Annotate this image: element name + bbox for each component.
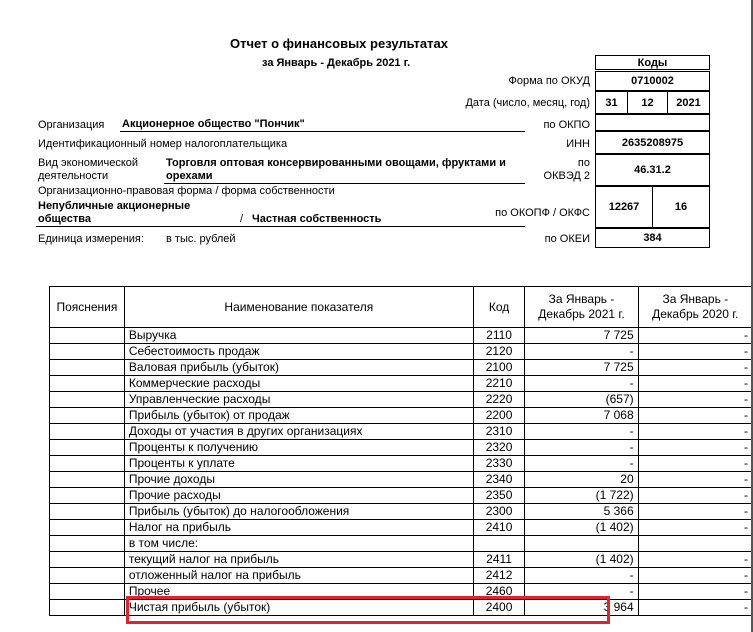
okei-label: по ОКЕИ	[544, 233, 590, 245]
row-name: в том числе:	[124, 536, 473, 552]
date-day: 31	[595, 91, 628, 114]
net-profit-highlight	[126, 596, 610, 624]
inn-value: 2635208975	[595, 131, 710, 154]
row-current	[525, 536, 638, 552]
row-previous	[638, 536, 752, 552]
table-row	[50, 520, 753, 536]
activity-value-2: орехами	[166, 170, 213, 182]
row-code: 2100	[473, 360, 525, 376]
row-previous: -	[638, 328, 752, 344]
table-row	[50, 328, 753, 344]
row-name: отложенный налог на прибыль	[124, 568, 473, 584]
inn-label: ИНН	[566, 138, 590, 150]
row-current: 5 366	[525, 504, 638, 520]
codes-header: Коды	[595, 55, 710, 70]
row-previous: -	[638, 376, 752, 392]
table-row	[50, 408, 753, 424]
ownership: Частная собственность	[252, 213, 382, 225]
row-previous: -	[638, 456, 752, 472]
okved-label-2: ОКВЭД 2	[543, 170, 590, 182]
table-row	[50, 504, 753, 520]
row-current: 20	[525, 472, 638, 488]
table-row	[50, 360, 753, 376]
org-name: Акционерное общество "Пончик"	[122, 118, 305, 130]
row-name: Управленческие расходы	[124, 392, 473, 408]
table-row	[50, 344, 753, 360]
date-month: 12	[627, 91, 668, 114]
row-code: 2400	[473, 600, 525, 616]
table-row	[50, 440, 753, 456]
row-current: (1 402)	[525, 552, 638, 568]
row-code: 2350	[473, 488, 525, 504]
row-current: -	[525, 568, 638, 584]
row-name: Прочие расходы	[124, 488, 473, 504]
date-year: 2021	[667, 91, 710, 114]
row-name: Валовая прибыль (убыток)	[124, 360, 473, 376]
row-previous: -	[638, 504, 752, 520]
row-code	[473, 536, 525, 552]
row-previous: -	[638, 584, 752, 600]
row-current: 3 964	[525, 600, 638, 616]
okpo-value	[595, 114, 710, 131]
activity-underline	[164, 183, 525, 184]
row-code: 2310	[473, 424, 525, 440]
row-code: 2200	[473, 408, 525, 424]
legal-form-underline	[36, 226, 525, 227]
row-code: 2110	[473, 328, 525, 344]
row-code: 2340	[473, 472, 525, 488]
legal-form-1: Непубличные акционерные	[38, 200, 191, 212]
row-code: 2460	[473, 584, 525, 600]
row-current: (657)	[525, 392, 638, 408]
row-name: Прочие доходы	[124, 472, 473, 488]
report-period: за Январь - Декабрь 2021 г.	[262, 57, 411, 69]
col-code-header: Код	[473, 287, 525, 328]
row-current: -	[525, 440, 638, 456]
table-row	[50, 424, 753, 440]
row-name: Прибыль (убыток) от продаж	[124, 408, 473, 424]
table-row	[50, 488, 753, 504]
okud-label: Форма по ОКУД	[508, 75, 590, 87]
row-code: 2300	[473, 504, 525, 520]
row-current: -	[525, 344, 638, 360]
row-previous: -	[638, 472, 752, 488]
row-current: (1 402)	[525, 520, 638, 536]
row-name: Проценты к получению	[124, 440, 473, 456]
table-row	[50, 392, 753, 408]
okved-label-1: по	[577, 157, 590, 169]
row-previous: -	[638, 488, 752, 504]
row-previous: -	[638, 424, 752, 440]
row-previous: -	[638, 520, 752, 536]
table-row	[50, 536, 753, 552]
col-notes-header: Пояснения	[50, 287, 125, 328]
row-code: 2412	[473, 568, 525, 584]
okopf-value: 12267	[595, 186, 653, 228]
okud-value: 0710002	[595, 71, 710, 91]
row-name: текущий налог на прибыль	[124, 552, 473, 568]
activity-value-1: Торговля оптовая консервированными овощами, фруктами и	[166, 157, 506, 169]
row-name: Прибыль (убыток) до налогообложения	[124, 504, 473, 520]
okpo-label: по ОКПО	[543, 119, 590, 131]
row-name: Проценты к уплате	[124, 456, 473, 472]
okopf-label: по ОКОПФ / ОКФС	[495, 207, 590, 219]
date-label: Дата (число, месяц, год)	[465, 97, 590, 109]
okfs-value: 16	[652, 186, 710, 228]
row-current: -	[525, 584, 638, 600]
table-row	[50, 376, 753, 392]
row-name: Себестоимость продаж	[124, 344, 473, 360]
row-name: Чистая прибыль (убыток)	[124, 600, 473, 616]
unit-label: Единица измерения:	[38, 233, 144, 245]
activity-label-2: деятельности	[38, 170, 109, 182]
table-header-row	[50, 287, 753, 328]
okei-value: 384	[595, 228, 710, 248]
legal-form-caption: Организационно-правовая форма / форма собственности	[38, 185, 335, 197]
row-code: 2330	[473, 456, 525, 472]
financial-results-table	[49, 286, 753, 616]
row-current: -	[525, 376, 638, 392]
row-current: 7 068	[525, 408, 638, 424]
row-previous: -	[638, 440, 752, 456]
col-current-header: За Январь - Декабрь 2021 г.	[525, 287, 638, 328]
row-current: 7 725	[525, 360, 638, 376]
row-name: Доходы от участия в других организациях	[124, 424, 473, 440]
row-previous: -	[638, 552, 752, 568]
table-row	[50, 552, 753, 568]
org-underline	[120, 131, 525, 132]
col-name-header: Наименование показателя	[124, 287, 473, 328]
row-code: 2410	[473, 520, 525, 536]
row-code: 2320	[473, 440, 525, 456]
row-previous: -	[638, 600, 752, 616]
row-current: -	[525, 456, 638, 472]
row-previous: -	[638, 568, 752, 584]
legal-form-slash: /	[240, 213, 244, 225]
row-previous: -	[638, 344, 752, 360]
inn-caption: Идентификационный номер налогоплательщика	[38, 138, 288, 150]
row-name: Налог на прибыль	[124, 520, 473, 536]
report-title: Отчет о финансовых результатах	[230, 36, 448, 51]
table-row	[50, 456, 753, 472]
row-current: (1 722)	[525, 488, 638, 504]
okved-value: 46.31.2	[595, 154, 710, 186]
row-code: 2411	[473, 552, 525, 568]
row-current: -	[525, 424, 638, 440]
row-name: Прочее	[124, 584, 473, 600]
row-previous: -	[638, 392, 752, 408]
table-row	[50, 568, 753, 584]
row-name: Выручка	[124, 328, 473, 344]
table-row	[50, 472, 753, 488]
activity-label-1: Вид экономической	[38, 157, 139, 169]
org-label: Организация	[38, 119, 105, 131]
row-name: Коммерческие расходы	[124, 376, 473, 392]
row-code: 2220	[473, 392, 525, 408]
row-code: 2120	[473, 344, 525, 360]
col-previous-header: За Январь - Декабрь 2020 г.	[638, 287, 752, 328]
row-code: 2210	[473, 376, 525, 392]
legal-form-2: общества	[38, 213, 92, 225]
row-current: 7 725	[525, 328, 638, 344]
row-previous: -	[638, 360, 752, 376]
row-previous: -	[638, 408, 752, 424]
unit-value: в тыс. рублей	[166, 233, 236, 245]
